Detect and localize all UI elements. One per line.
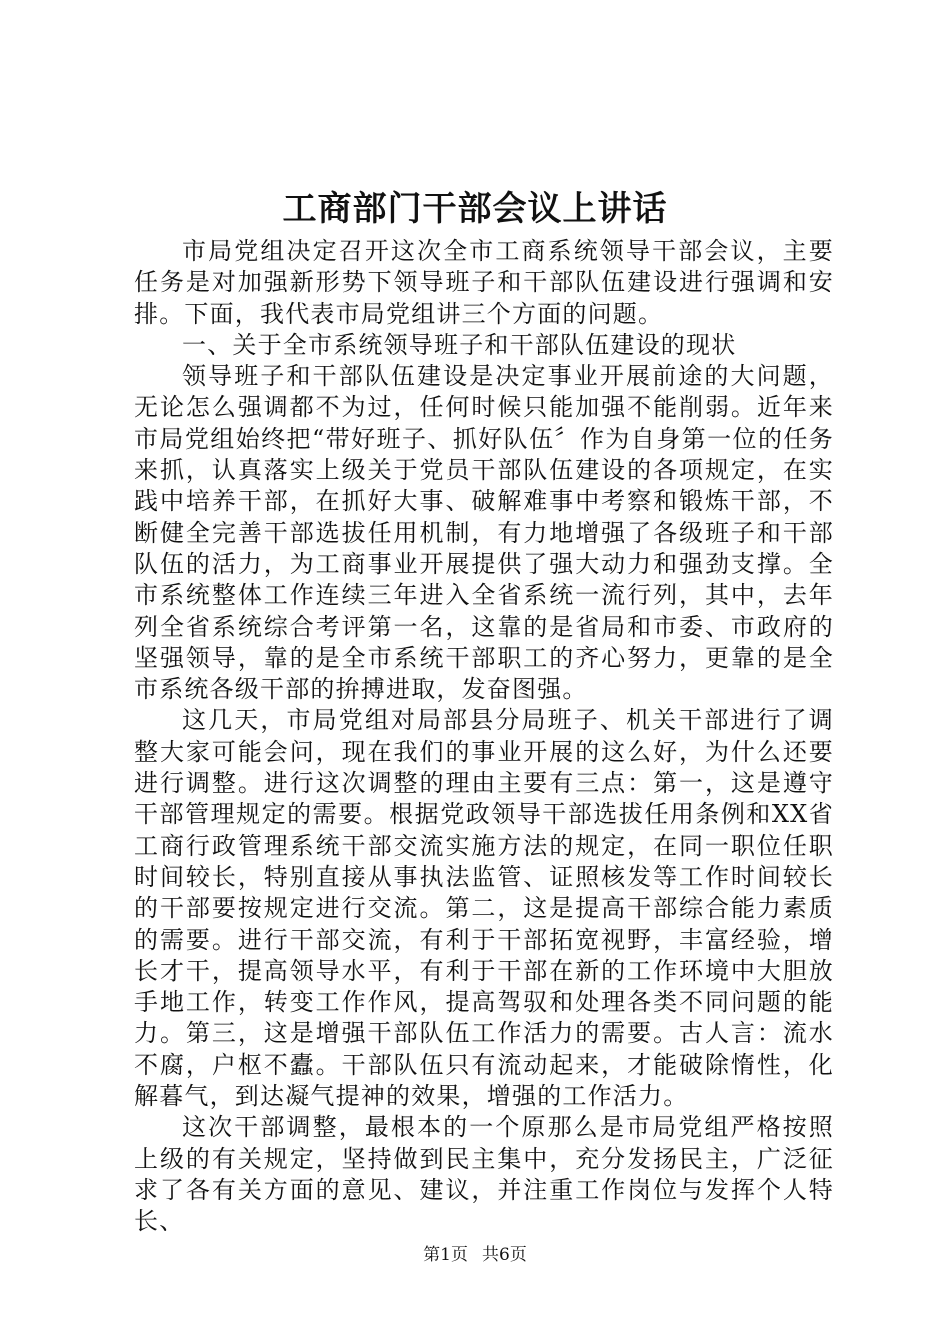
paragraph-intro: 市局党组决定召开这次全市工商系统领导干部会议，主要任务是对加强新形势下领导班子和干部队伍建设进行强调和安排。下面，我代表市局党组讲三个方面的问题。 [134, 237, 834, 328]
document-title: 工商部门干部会议上讲话 [282, 189, 668, 229]
document-body [134, 236, 834, 1238]
page-number: 第1页 [423, 1245, 468, 1265]
page-total: 共6页 [482, 1245, 527, 1265]
section-heading-1: 一、关于全市系统领导班子和干部队伍建设的现状 [182, 330, 737, 359]
paragraph-adjustment: 这几天，市局党组对局部县分局班子、机关干部进行了调整大家可能会问，现在我们的事业开展的这么好，为什么还要进行调整。进行这次调整的理由主要有三点：第一，这是遵守干部管理规定的需要。根据党政领导干部选拔任用条例和XX省工商行政管理系统干部交流实施方法的规定，在同一职位任职时间较长，特别直接从事执法监管、证照核发等工作时间较长的干部要按规定进行交流。第二，这是提高干部综合能力素质的需要。进行干部交流，有利于干部拓宽视野，丰富经验，增长才干，提高领导水平，有利于干部在新的工作环境中大胆放手地工作，转变工作作风，提高驾驭和处理各类不同问题的能力。第三，这是增强干部队伍工作活力的需要。古人言：流水不腐，户枢不蠹。干部队伍只有流动起来，才能破除惰性，化解暮气，到达凝气提神的效果，增强的工作活力。 [134, 706, 834, 1111]
page-footer [0, 1243, 950, 1267]
paragraph-status: 领导班子和干部队伍建设是决定事业开展前途的大问题，无论怎么强调都不为过，任何时候只能加强不能削弱。近年来市局党组始终把“带好班子、抓好队伍〞作为自身第一位的任务来抓，认真落实上级关于党员干部队伍建设的各项规定，在实践中培养干部，在抓好大事、破解难事中考察和锻炼干部，不断健全完善干部选拔任用机制，有力地增强了各级班子和干部队伍的活力，为工商事业开展提供了强大动力和强劲支撑。全市系统整体工作连续三年进入全省系统一流行列，其中，去年列全省系统综合考评第一名，这靠的是省局和市委、市政府的坚强领导，靠的是全市系统干部职工的齐心努力，更靠的是全市系统各级干部的拚搏进取，发奋图强。 [134, 362, 834, 704]
paragraph-principle: 这次干部调整，最根本的一个原那么是市局党组严格按照上级的有关规定，坚持做到民主集中，充分发扬民主，广泛征求了各有关方面的意见、建议，并注重工作岗位与发挥个人特长、 [134, 1113, 834, 1236]
